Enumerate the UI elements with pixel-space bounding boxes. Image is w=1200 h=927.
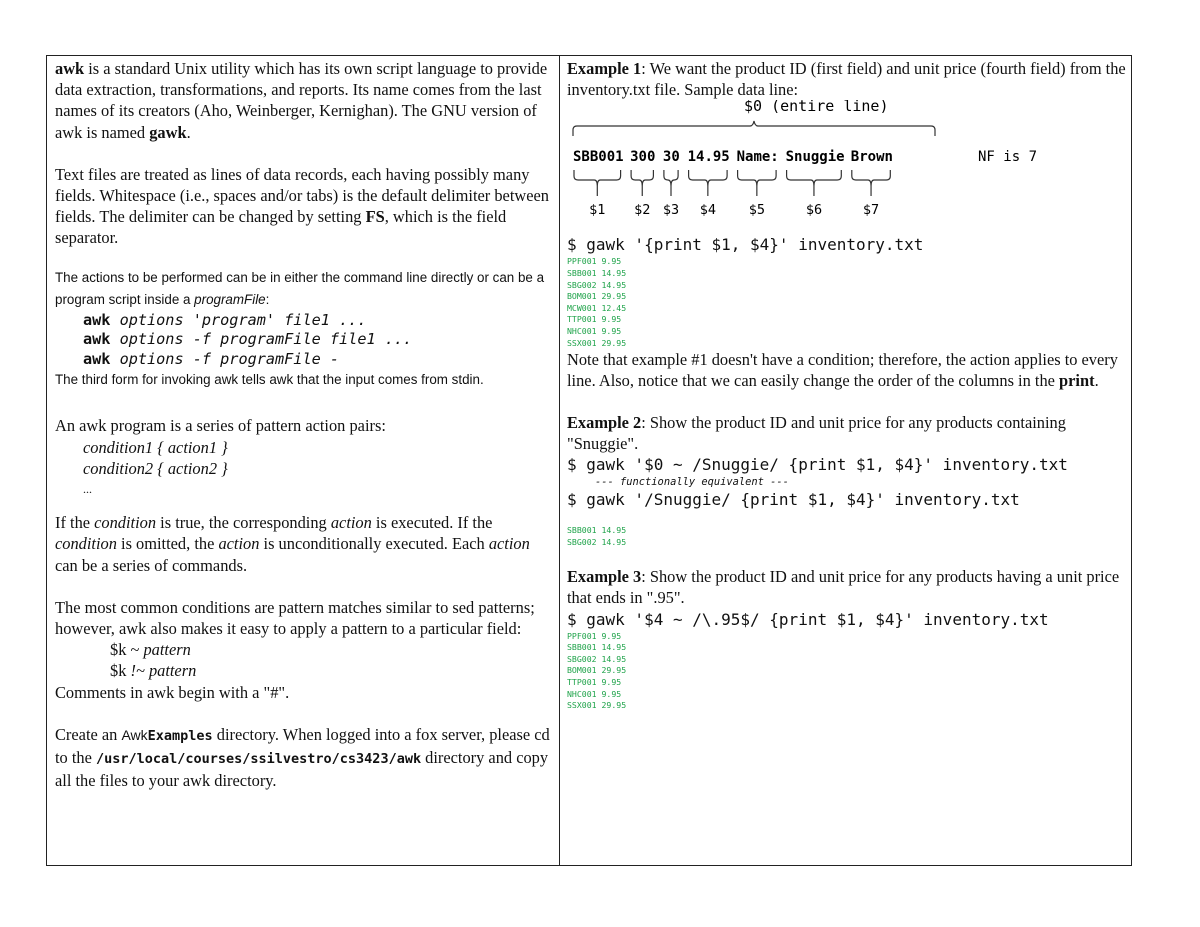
condition-term: condition	[94, 513, 157, 533]
output-line: SBG002 14.95	[567, 653, 627, 664]
example3-intro	[567, 566, 1126, 608]
output-line: BOM001 29.95	[567, 665, 627, 676]
field-ref: $k	[110, 661, 131, 681]
pattern-pair	[55, 479, 551, 500]
output-line: SBB001 14.95	[567, 642, 627, 653]
field-number-label: $7	[862, 202, 880, 219]
field-value: 14.95	[687, 149, 730, 166]
output-line: SBG002 14.95	[567, 536, 627, 547]
action-term: action	[330, 513, 372, 533]
example2-output	[567, 525, 1126, 548]
example3-text: : Show the product ID and unit price for any products having a unit price that ends in ".95".	[567, 567, 1120, 608]
condition-text: can be a series of commands.	[55, 555, 248, 575]
output-line: SBB001 14.95	[567, 524, 627, 535]
dir-name-suffix: Examples	[147, 727, 213, 744]
invocation-list	[55, 311, 551, 370]
field-ref: $k	[110, 640, 131, 660]
output-line: NHC001 9.95	[567, 325, 622, 336]
fields-text: Text files are treated as lines of data records, each having possibly many fields. Whitespace (i.e., spaces and/or tabs) is the default delimiter between fields. The delimiter can be changed by setting	[55, 164, 549, 227]
condition-text: is omitted, the	[116, 534, 219, 554]
spacer	[567, 548, 1126, 566]
pattern-term: pattern	[148, 661, 197, 681]
example1-output	[567, 256, 1126, 349]
example2-command-1: $ gawk '$0 ~ /Snuggie/ {print $1, $4}' inventory.txt	[567, 454, 1068, 474]
field-diagram	[567, 100, 1126, 234]
example1-label: Example 1	[567, 59, 642, 78]
spacer	[55, 576, 551, 597]
match-op: !~	[130, 661, 149, 681]
invocation-line	[55, 311, 551, 331]
output-line: NHC001 9.95	[567, 688, 622, 699]
fields-end: , which is the field separator.	[55, 207, 507, 248]
output-line: MCW001 12.45	[567, 302, 627, 313]
intro-end: .	[186, 122, 191, 142]
field-brace	[852, 170, 891, 196]
condition-paragraph	[55, 512, 551, 576]
invocation-args: options 'program' file1 ...	[110, 310, 367, 329]
condition-text: If the	[55, 513, 95, 533]
example1-text: : We want the product ID (first field) and unit price (fourth field) from the inventory.txt file. Sample data line:	[567, 59, 1126, 100]
field-value: 30	[662, 149, 680, 166]
spacer	[55, 703, 551, 724]
awk-keyword: awk	[83, 310, 111, 329]
actions-text: The actions to be performed can be in either the command line directly or can be a program script inside a	[55, 269, 545, 307]
field-brace	[738, 170, 777, 196]
field-group	[573, 149, 893, 218]
fs-term: FS	[365, 207, 385, 227]
condition-text: is unconditionally executed. Each	[259, 534, 489, 554]
left-column	[47, 56, 559, 865]
awk-term: awk	[55, 59, 85, 78]
pattern-pair	[55, 458, 551, 479]
field-brace	[664, 170, 678, 196]
intro-paragraph	[55, 58, 551, 143]
setup-text: Create an	[55, 724, 122, 744]
gawk-term: gawk	[149, 122, 187, 142]
invocation-line	[55, 350, 551, 370]
actions-paragraph	[55, 267, 551, 311]
invocation-args: options -f programFile -	[110, 349, 340, 368]
output-line: PPF001 9.95	[567, 256, 622, 267]
awk-keyword: awk	[83, 349, 111, 368]
output-line: SBG002 14.95	[567, 279, 627, 290]
example2-command-2: $ gawk '/Snuggie/ {print $1, $4}' inventory.txt	[567, 489, 1020, 509]
field-number-label: $4	[699, 202, 716, 219]
pattern-pair	[55, 437, 551, 458]
nf-label: NF is 7	[978, 149, 1038, 166]
field-brace	[631, 170, 653, 196]
condition-text: is executed. If the	[371, 513, 493, 533]
field-nomatch-line	[55, 660, 551, 681]
field-value: SBB001	[573, 149, 624, 166]
example1-note	[567, 349, 1126, 391]
course-path: /usr/local/courses/ssilvestro/cs3423/awk	[95, 751, 422, 768]
output-line: SBB001 14.95	[567, 268, 627, 278]
field-brace	[787, 170, 842, 196]
programfile-term: programFile	[194, 291, 266, 307]
field-value: Snuggie	[785, 149, 845, 166]
field-value: 300	[630, 149, 656, 166]
example2-label: Example 2	[567, 412, 642, 432]
example2-intro	[567, 412, 1126, 454]
action-term: action	[218, 534, 260, 554]
output-line: TTP001 9.95	[567, 676, 622, 687]
condition-term: condition	[55, 534, 117, 554]
match-op: ~	[130, 640, 144, 660]
spacer	[55, 391, 551, 415]
field-number-label: $1	[589, 202, 606, 219]
field-brace	[689, 170, 728, 196]
field-number-label: $6	[805, 202, 823, 219]
dir-name-prefix: Awk	[121, 726, 148, 743]
output-line: SSX001 29.95	[567, 337, 627, 348]
invocation-line	[55, 330, 551, 350]
fields-paragraph	[55, 164, 551, 249]
example3-command: $ gawk '$4 ~ /\.95$/ {print $1, $4}' inventory.txt	[567, 609, 1049, 629]
output-line: SSX001 29.95	[567, 700, 627, 711]
spacer	[567, 511, 1126, 525]
pattern-pair-text: condition1 { action1 }	[83, 437, 228, 457]
example1-intro	[567, 58, 1126, 100]
pattern-pair-text: ...	[83, 482, 92, 497]
program-paragraph: An awk program is a series of pattern action pairs:	[55, 416, 386, 436]
condition-text: is true, the corresponding	[156, 513, 331, 533]
example1-command: $ gawk '{print $1, $4}' inventory.txt	[567, 235, 924, 255]
action-term: action	[488, 534, 530, 554]
spacer	[55, 249, 551, 267]
setup-text: directory and copy all the files to your awk directory.	[55, 748, 549, 791]
awk-keyword: awk	[83, 330, 111, 349]
field-number-label: $5	[748, 202, 765, 219]
setup-paragraph	[55, 724, 551, 792]
field-number-label: $3	[662, 202, 680, 219]
comments-paragraph: Comments in awk begin with a "#".	[55, 682, 290, 702]
field-value: Name:	[736, 149, 779, 166]
actions-end: :	[265, 291, 270, 307]
field-value: Brown	[850, 149, 893, 166]
equivalent-note: --- functionally equivalent ---	[595, 475, 789, 488]
output-line: BOM001 29.95	[567, 291, 627, 302]
common-conditions-paragraph: The most common conditions are pattern matches similar to sed patterns; however, awk also makes it easy to apply a pattern to a particular field:	[55, 597, 535, 639]
note-end: .	[1094, 371, 1099, 391]
field-number-label: $2	[634, 202, 651, 219]
field-brace	[574, 170, 621, 196]
pattern-pair-text: condition2 { action2 }	[83, 458, 228, 478]
document-table	[46, 55, 1132, 866]
intro-text: is a standard Unix utility which has its own script language to provide data extraction, transformations, and reports. Its name comes from the last names of its creators (Aho, Weinberger, Kernighan). The GNU version of awk is named	[55, 59, 548, 142]
field-match-line	[55, 639, 551, 660]
output-line: PPF001 9.95	[567, 630, 622, 641]
pattern-term: pattern	[143, 640, 191, 660]
example3-label: Example 3	[567, 567, 642, 587]
setup-text: directory. When logged into a fox server, please cd to the	[55, 724, 550, 768]
spacer	[55, 500, 551, 512]
stdin-paragraph: The third form for invoking awk tells awk that the input comes from stdin.	[55, 372, 484, 388]
right-column	[560, 56, 1132, 865]
entire-line-label: $0 (entire line)	[744, 100, 889, 116]
entire-line-brace	[573, 121, 935, 136]
output-line: TTP001 9.95	[567, 314, 622, 325]
spacer	[567, 392, 1126, 412]
note-text: Note that example #1 doesn't have a condition; therefore, the action applies to every line. Also, notice that we can easily change the order of the columns in the	[567, 350, 1118, 391]
field-diagram-svg	[567, 100, 1139, 234]
example2-text: : Show the product ID and unit price for any products containing "Snuggie".	[567, 412, 1066, 453]
spacer	[55, 143, 551, 164]
invocation-args: options -f programFile file1 ...	[110, 330, 413, 349]
example3-output	[567, 631, 1126, 712]
print-term: print	[1059, 371, 1095, 391]
